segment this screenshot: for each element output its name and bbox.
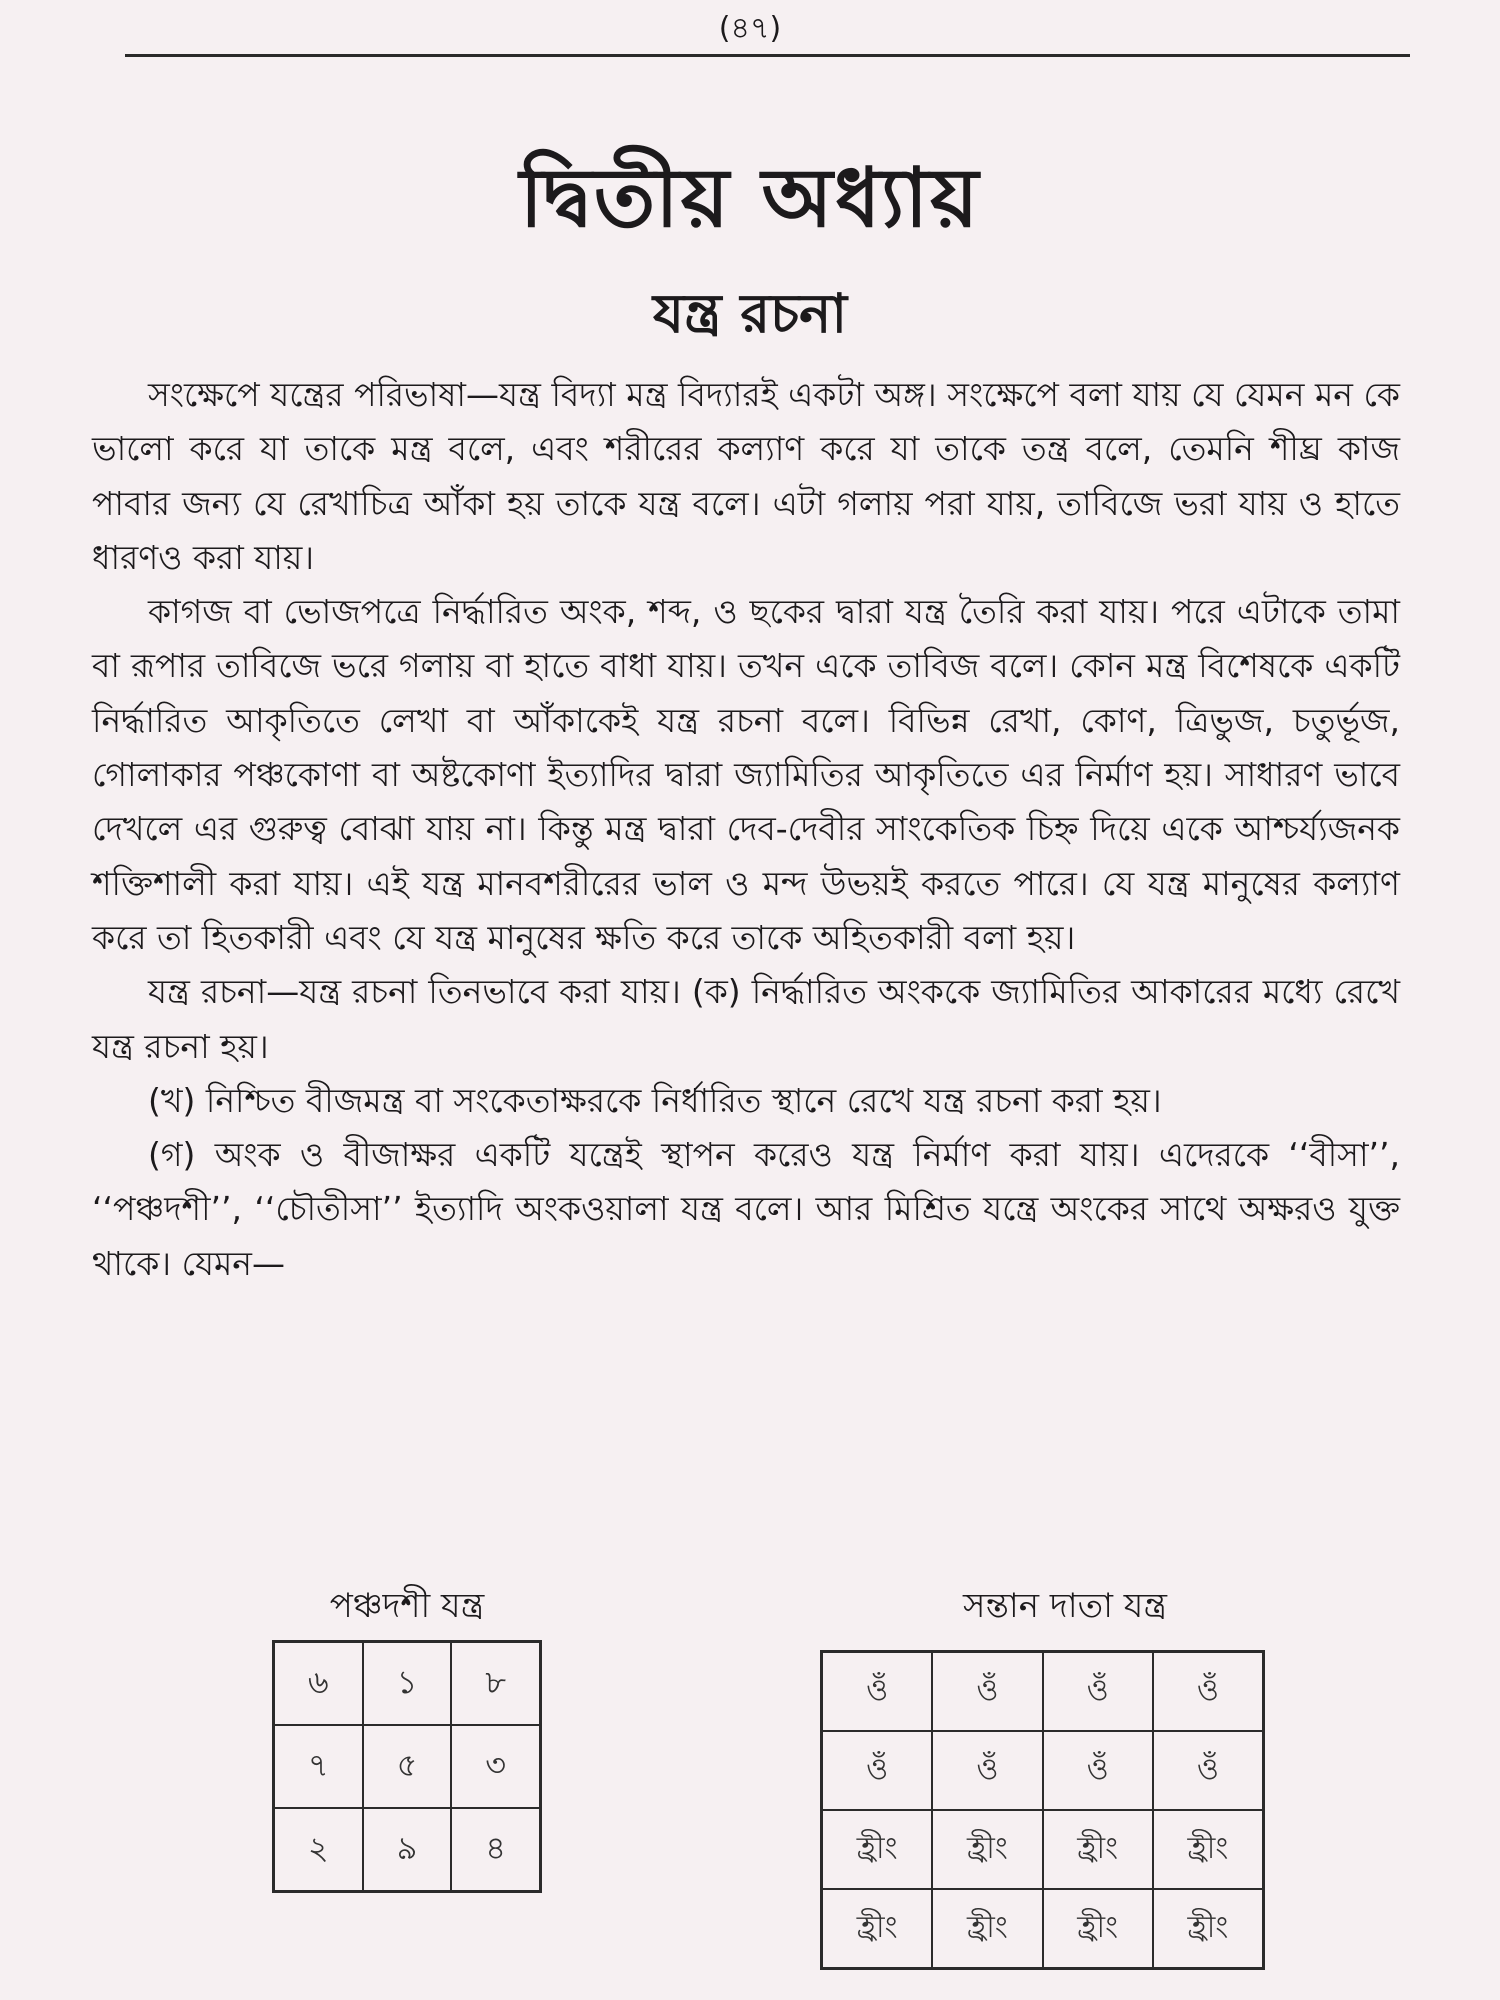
yantra-cell: হ্রীং [932,1810,1042,1889]
panchadashi-yantra-table [272,1640,542,1893]
yantra-cell: হ্রীং [1153,1889,1264,1969]
paragraph: সংক্ষেপে যন্ত্রের পরিভাষা—যন্ত্র বিদ্যা মন্ত্র বিদ্যারই একটা অঙ্গ। সংক্ষেপে বলা যায় যে যেমন মন কে ভালো করে যা তাকে মন্ত্র বলে, এবং শরীরের কল্যাণ করে যা তাকে তন্ত্র বলে, তেমনি শীঘ্র কাজ পাবার জন্য যে রেখাচিত্র আঁকা হয় তাকে যন্ত্র বলে। এটা গলায় পরা যায়, তাবিজে ভরা যায় ও হাতে ধারণও করা যায়। [92,375,1400,577]
santan-data-caption: সন্তান দাতা যন্ত্র [963,1586,1167,1626]
yantra-cell: ৪ [451,1808,540,1892]
santan-data-yantra-table [820,1650,1265,1970]
paragraph: (খ) নিশ্চিত বীজমন্ত্র বা সংকেতাক্ষরকে নির্ধারিত স্থানে রেখে যন্ত্র রচনা করা হয়। [148,1080,1162,1120]
yantra-cell: ৭ [274,1725,363,1808]
yantra-cell: হ্রীং [1153,1810,1264,1889]
yantra-cell: ৫ [363,1725,452,1808]
yantra-cell: ওঁ [932,1652,1042,1732]
yantra-cell: ওঁ [1153,1731,1264,1810]
yantra-cell: ওঁ [1153,1652,1264,1732]
yantra-cell: ওঁ [932,1731,1042,1810]
paragraph: (গ) অংক ও বীজাক্ষর একটি যন্ত্রেই স্থাপন করেও যন্ত্র নির্মাণ করা যায়। এদেরকে ‘‘বীসা’’, ‘‘পঞ্চদশী’’, ‘‘চৌতীসা’’ ইত্যাদি অংকওয়ালা যন্ত্র বলে। আর মিশ্রিত যন্ত্রে অংকের সাথে অক্ষরও যুক্ত থাকে। যেমন— [92,1135,1400,1283]
panchadashi-caption: পঞ্চদশী যন্ত্র [329,1586,485,1626]
yantra-cell: হ্রীং [822,1889,933,1969]
yantra-cell: ৩ [451,1725,540,1808]
yantra-cell: হ্রীং [1043,1810,1153,1889]
header-rule [125,54,1410,57]
yantra-cell: হ্রীং [1043,1889,1153,1969]
chapter-title: দ্বিতীয় অধ্যায় [519,150,981,246]
yantra-cell: ওঁ [1043,1652,1153,1732]
yantra-cell: ওঁ [822,1652,933,1732]
paragraph: কাগজ বা ভোজপত্রে নির্দ্ধারিত অংক, শব্দ, ও ছকের দ্বারা যন্ত্র তৈরি করা যায়। পরে এটাকে তামা বা রূপার তাবিজে ভরে গলায় বা হাতে বাধা যায়। তখন একে তাবিজ বলে। কোন মন্ত্র বিশেষকে একটি নির্দ্ধারিত আকৃতিতে লেখা বা আঁকাকেই যন্ত্র রচনা বলে। বিভিন্ন রেখা, কোণ, ত্রিভুজ, চতুর্ভূজ, গোলাকার পঞ্চকোণা বা অষ্টকোণা ইত্যাদির দ্বারা জ্যামিতির আকৃতিতে এর নির্মাণ হয়। সাধারণ ভাবে দেখলে এর গুরুত্ব বোঝা যায় না। কিন্তু মন্ত্র দ্বারা দেব-দেবীর সাংকেতিক চিহ্ন দিয়ে একে আশ্চর্য্যজনক শক্তিশালী করা যায়। এই যন্ত্র মানবশরীরের ভাল ও মন্দ উভয়ই করতে পারে। যে যন্ত্র মানুষের কল্যাণ করে তা হিতকারী এবং যে যন্ত্র মানুষের ক্ষতি করে তাকে অহিতকারী বলা হয়। [92,592,1400,957]
yantra-cell: ৮ [451,1642,540,1726]
yantra-cell: ওঁ [822,1731,933,1810]
yantra-cell: ১ [363,1642,452,1726]
yantra-cell: হ্রীং [932,1889,1042,1969]
yantra-cell: হ্রীং [822,1810,933,1889]
body-text [92,368,1400,1291]
yantra-cell: ৯ [363,1808,452,1892]
yantra-cell: ৬ [274,1642,363,1726]
yantra-cell: ওঁ [1043,1731,1153,1810]
section-title: যন্ত্র রচনা [652,282,848,345]
paragraph: যন্ত্র রচনা—যন্ত্র রচনা তিনভাবে করা যায়। (ক) নির্দ্ধারিত অংককে জ্যামিতির আকারের মধ্যে রেখে যন্ত্র রচনা হয়। [92,972,1400,1066]
page-number: (৪৭) [718,11,782,46]
yantra-cell: ২ [274,1808,363,1892]
